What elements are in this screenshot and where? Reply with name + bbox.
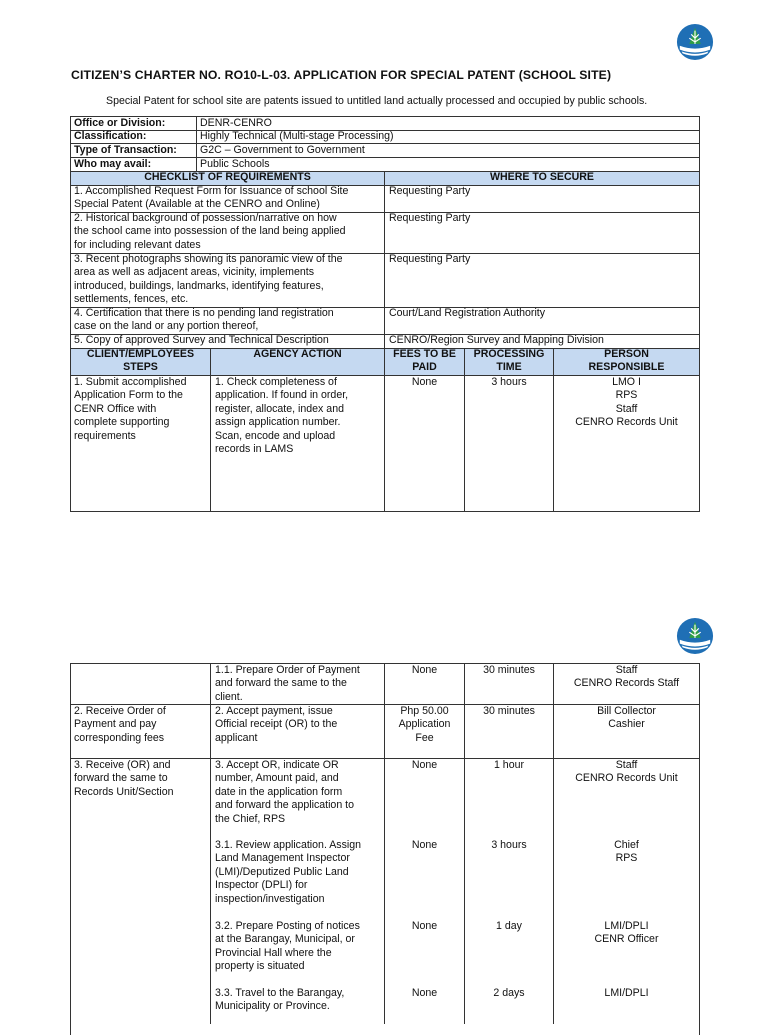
fees-value: None	[411, 376, 438, 388]
fees-value: None	[411, 759, 438, 771]
fees-value: None	[411, 920, 438, 932]
client-step: 3. Receive (OR) and forward the same to Records Unit/Section	[74, 759, 174, 798]
processing-time-value: 3 hours	[491, 376, 527, 388]
where-to-secure: Requesting Party	[389, 212, 471, 224]
where-to-secure: CENRO/Region Survey and Mapping Division	[389, 334, 604, 346]
requirement-item: 3. Recent photographs showing its panoramic view of the area as well as adjacent areas, vicinity, implements introduced, buildings, landmarks, identifying features, settlements, fences, etc.	[74, 253, 343, 306]
person-responsible-value: Chief RPS	[614, 839, 639, 865]
client-step: 1. Submit accomplished Application Form to the CENR Office with complete supporting requirements	[74, 376, 187, 442]
fees-header: FEES TO BE PAID	[393, 348, 456, 374]
info-value: G2C – Government to Government	[200, 144, 365, 156]
denr-logo-icon	[676, 23, 714, 61]
where-to-secure: Requesting Party	[389, 253, 471, 265]
where-to-secure: Requesting Party	[389, 185, 471, 197]
where-to-secure-header: WHERE TO SECURE	[490, 171, 594, 183]
processing-time-value: 3 hours	[491, 839, 527, 851]
agency-action: 3.3. Travel to the Barangay, Municipality or Province.	[215, 987, 345, 1013]
agency-action: 2. Accept payment, issue Official receipt (OR) to the applicant	[215, 705, 338, 744]
checklist-header: CHECKLIST OF REQUIREMENTS	[144, 171, 311, 183]
requirement-item: 4. Certification that there is no pending land registration case on the land or any portion thereof,	[74, 307, 334, 333]
fees-value: None	[411, 987, 438, 999]
requirement-item: 2. Historical background of possession/narrative on how the school came into possession of the land being applied for including relevant dates	[74, 212, 346, 251]
info-value: Public Schools	[200, 158, 270, 170]
processing-time-value: 1 day	[496, 920, 522, 932]
info-label: Type of Transaction:	[74, 144, 177, 156]
where-to-secure: Court/Land Registration Authority	[389, 307, 546, 319]
person-responsible-value: Staff CENRO Records Unit	[575, 759, 678, 785]
info-value: DENR-CENRO	[200, 117, 272, 129]
fees-value: None	[411, 664, 438, 676]
agency-action: 3.2. Prepare Posting of notices at the Barangay, Municipal, or Provincial Hall where the property is situated	[215, 920, 360, 973]
info-label: Office or Division:	[74, 117, 166, 129]
person-responsible-value: LMO I RPS Staff CENRO Records Unit	[575, 376, 678, 429]
info-value: Highly Technical (Multi-stage Processing)	[200, 130, 394, 142]
requirement-item: 5. Copy of approved Survey and Technical Description	[74, 334, 329, 346]
info-label: Classification:	[74, 130, 147, 142]
intro-paragraph: Special Patent for school site are patents issued to untitled land actually processed and occupied by public schools.	[106, 95, 648, 107]
fees-value: None	[411, 839, 438, 851]
agency-action: 1. Check completeness of application. If found in order, register, allocate, index and assign application number. Scan, encode and upload records in LAMS	[215, 376, 349, 456]
processing-time-value: 30 minutes	[483, 664, 535, 676]
person-responsible-value: LMI/DPLI	[604, 987, 649, 999]
processing-time-header: PROCESSING TIME	[473, 348, 545, 374]
info-label: Who may avail:	[74, 158, 152, 170]
person-responsible-value: Bill Collector Cashier	[597, 705, 656, 731]
page-title: CITIZEN’S CHARTER NO. RO10-L-03. APPLICATION FOR SPECIAL PATENT (SCHOOL SITE)	[71, 68, 612, 82]
fees-value: Php 50.00 Application Fee	[398, 705, 451, 744]
agency-action: 3. Accept OR, indicate OR number, Amount paid, and date in the application form and forward the application to the Chief, RPS	[215, 759, 354, 825]
agency-action-header: AGENCY ACTION	[253, 348, 342, 360]
person-responsible-value: Staff CENRO Records Staff	[573, 664, 680, 690]
requirement-item: 1. Accomplished Request Form for Issuance of school Site Special Patent (Available at the CENRO and Online)	[74, 185, 349, 211]
processing-time-value: 30 minutes	[483, 705, 535, 717]
person-responsible-header: PERSON RESPONSIBLE	[588, 348, 665, 374]
client-step: 2. Receive Order of Payment and pay corresponding fees	[74, 705, 166, 744]
client-steps-header: CLIENT/EMPLOYEES STEPS	[86, 348, 195, 374]
denr-logo-icon	[676, 617, 714, 655]
person-responsible-value: LMI/DPLI CENR Officer	[594, 920, 659, 946]
agency-action: 3.1. Review application. Assign Land Management Inspector (LMI)/Deputized Public Land Inspector (DPLI) for inspection/investigation	[215, 839, 362, 905]
processing-time-value: 1 hour	[493, 759, 525, 771]
agency-action: 1.1. Prepare Order of Payment and forward the same to the client.	[215, 664, 360, 703]
processing-time-value: 2 days	[493, 987, 525, 999]
